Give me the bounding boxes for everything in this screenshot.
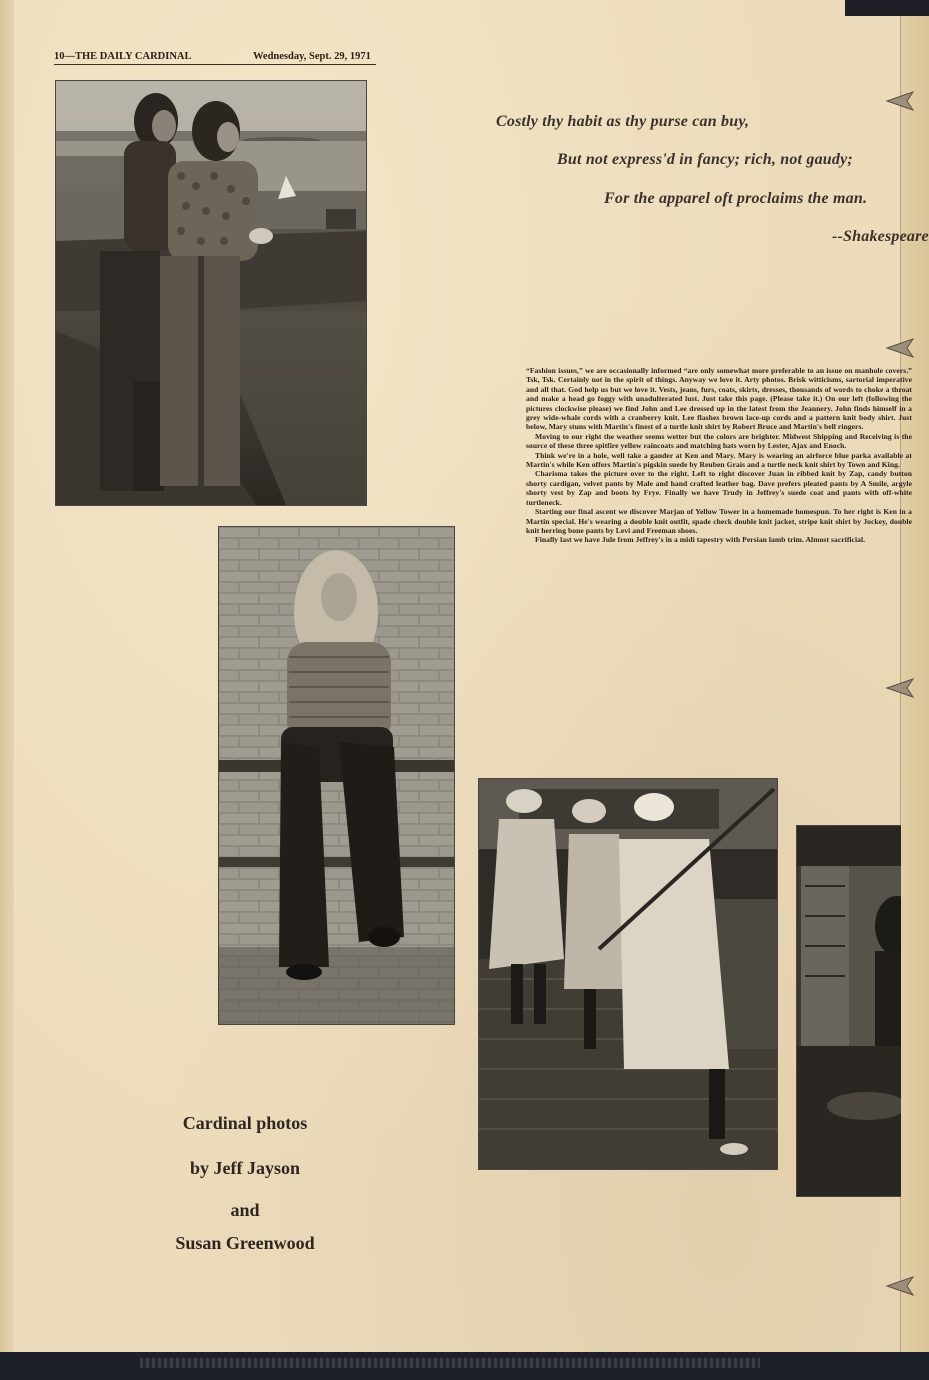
- photo-couple-balcony-image: [56, 81, 366, 505]
- credits-line-4: Susan Greenwood: [175, 1233, 315, 1253]
- photo-couple-balcony: [55, 80, 367, 506]
- issue-date: Wednesday, Sept. 29, 1971: [253, 51, 371, 62]
- article-paragraph: Charisma takes the picture over to the right. Left to right discover Juan in ribbed knit by Zap, candy button shorty cardigan, velvet pants by Male and hand crafted leather bag. Dave prefers pleated pants by A Smile, argyle shorty vest by Zap and boots by Frye. Finally we have Trudy in Jeffrey's suede coat and pants with off-white turtleneck.: [526, 469, 912, 507]
- article-paragraph: “Fashion issues,” we are occasionally informed “are only somewhat more preferable to an issue on manhole covers.” Tsk, Tsk. Certainly not in the spirit of things. Anyway we love it. Arty photos. Brisk witticisms, sartorial imperative and all that. God help us but we love it. Vests, jeans, furs, coats, skirts, dresses, thousands of words to choke a throat and make a head go foggy with unadulterated lust. Just take this page. (Please take it.) On our left (following the pictures clockwise please) we find John and Lee dressed up in the latest from the Jeannery. John finds himself in a grey wide-whale cords with a cranberry knit. Lee flashes brown lace-up cords and a pattern knit body shirt. Just below, Mary stuns with Martin's finest of a turtle knit shirt by Robert Bruce and Martin's bell ringers.: [526, 366, 912, 432]
- page-fold-shadow: [0, 0, 14, 1352]
- scanner-background-top: [845, 0, 929, 16]
- credits-line-2: by Jeff Jayson: [189, 1158, 300, 1178]
- fashion-article: [526, 366, 912, 545]
- article-paragraph: Moving to our right the weather seems wetter but the colors are brighter. Midwest Shipping and Receiving is the source of these three spitfire yellow raincoats and matching hats worn by Lester, Ajax and Enoch.: [526, 431, 912, 451]
- photo-girl-brick-wall-image: [219, 527, 454, 1024]
- quote-line-1: Costly thy habit as thy purse can buy,: [496, 113, 750, 130]
- photo-raincoats-trio: [478, 778, 778, 1170]
- quote-line-2: But not express'd in fancy; rich, not gaudy;: [557, 151, 853, 168]
- article-paragraph: Starting our final ascent we discover Marjan of Yellow Tower in a homemade homespun. To her right is Ken in a Martin special. He's wearing a double knit outfit, spade check double knit jacket, stripe knit shirt by Jockey, double knit herring bone pants by Levi and Freeman shoes.: [526, 507, 912, 535]
- page-masthead: [54, 50, 376, 65]
- credits-line-1: Cardinal photos: [182, 1113, 308, 1133]
- photo-cropped-right: [796, 825, 901, 1197]
- quote-attribution: --Shakespeare: [832, 228, 929, 245]
- binder-clip-icon: [885, 90, 915, 112]
- binder-clip-icon: [885, 337, 915, 359]
- scanner-background-bottom: [0, 1352, 929, 1380]
- article-paragraph: Think we're in a hole, well take a gander at Ken and Mary. Mary is wearing an airforce blue parka available at Martin's while Ken offers Martin's pigskin suede by Reuben Grais and a turtle neck knit shirt by Town and King.: [526, 450, 912, 470]
- article-paragraph: Finally last we have Jule from Jeffrey's in a midi tapestry with Persian lamb trim. Almost sacrificial.: [535, 535, 866, 545]
- quote-line-3: For the apparel oft proclaims the man.: [604, 190, 868, 207]
- credits-line-3: and: [230, 1200, 260, 1220]
- photo-cropped-right-image: [797, 826, 901, 1196]
- photo-raincoats-trio-image: [479, 779, 777, 1169]
- section-title: 10—THE DAILY CARDINAL: [54, 51, 192, 62]
- photo-girl-brick-wall: [218, 526, 455, 1025]
- binder-clip-icon: [885, 1275, 915, 1297]
- binder-clip-icon: [885, 677, 915, 699]
